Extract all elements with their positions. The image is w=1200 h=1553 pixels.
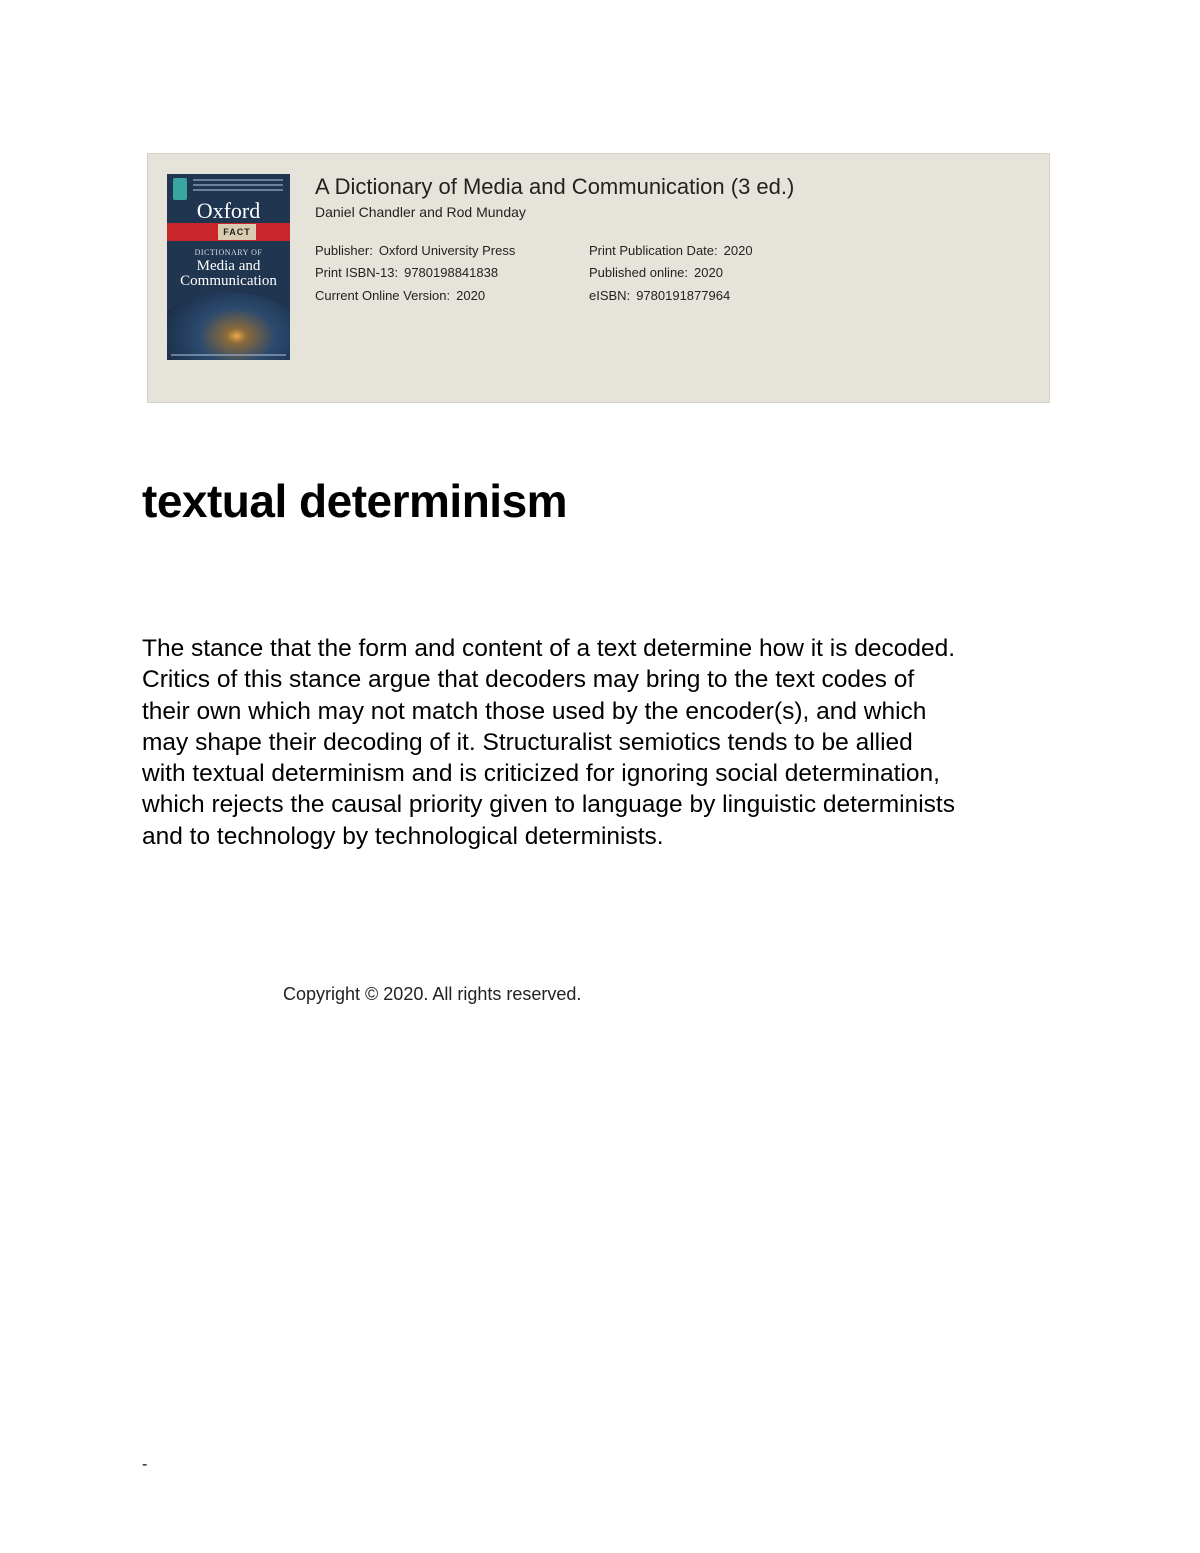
- copyright-notice: Copyright © 2020. All rights reserved.: [283, 984, 582, 1004]
- cover-globe-image: [167, 292, 290, 360]
- book-info-banner: [147, 153, 1050, 403]
- body-line: The stance that the form and content of a text determine how it is decoded.: [142, 635, 956, 662]
- book-cover-image: [167, 174, 290, 360]
- cover-badge: [173, 178, 187, 200]
- body-line: which rejects the causal priority given to language by linguistic determinists: [142, 791, 955, 819]
- meta-value: 9780198841838: [404, 265, 499, 280]
- meta-label: Publisher:: [315, 243, 373, 258]
- body-line: Critics of this stance argue that decoders may bring to the text codes of: [142, 666, 915, 694]
- book-authors: Daniel Chandler and Rod Munday: [315, 204, 526, 220]
- meta-online-version: [315, 288, 485, 303]
- meta-value: 2020: [694, 265, 723, 280]
- body-line: with textual determinism and is criticized for ignoring social determination,: [142, 760, 940, 788]
- meta-label: Print ISBN-13:: [315, 265, 399, 280]
- meta-value: 2020: [723, 243, 753, 258]
- meta-label: Published online:: [589, 265, 689, 280]
- meta-print-date: [589, 243, 753, 258]
- cover-series-label: DICTIONARY OF: [194, 248, 263, 257]
- meta-print-isbn: [315, 265, 498, 280]
- meta-label: Print Publication Date:: [589, 243, 718, 258]
- cover-subject-line: Media and: [196, 258, 261, 274]
- body-line: may shape their decoding of it. Structuralist semiotics tends to be allied: [142, 728, 913, 756]
- cover-subject: [167, 259, 290, 289]
- page-mark: -: [142, 1456, 148, 1473]
- meta-value: 2020: [456, 288, 486, 303]
- cover-fact-tiles: FACT: [218, 224, 256, 240]
- book-title: A Dictionary of Media and Communication (3 ed.): [315, 174, 795, 199]
- entry-title: textual determinism: [142, 475, 568, 527]
- cover-top-text-lines: [193, 179, 283, 181]
- cover-subject-line: Communication: [180, 273, 277, 289]
- cover-author-line: [171, 354, 286, 356]
- meta-publisher: [315, 243, 515, 258]
- meta-value: Oxford University Press: [378, 243, 516, 258]
- meta-eisbn: [589, 288, 730, 303]
- entry-body: [142, 633, 1067, 852]
- meta-published-online: [589, 265, 723, 280]
- body-line: and to technology by technological determinists.: [142, 822, 664, 850]
- meta-label: Current Online Version:: [315, 288, 451, 303]
- body-line: their own which may not match those used by the encoder(s), and which: [142, 697, 927, 725]
- cover-publisher-mark: Oxford: [196, 198, 261, 223]
- meta-value: 9780191877964: [636, 288, 731, 303]
- meta-label: eISBN:: [589, 288, 631, 303]
